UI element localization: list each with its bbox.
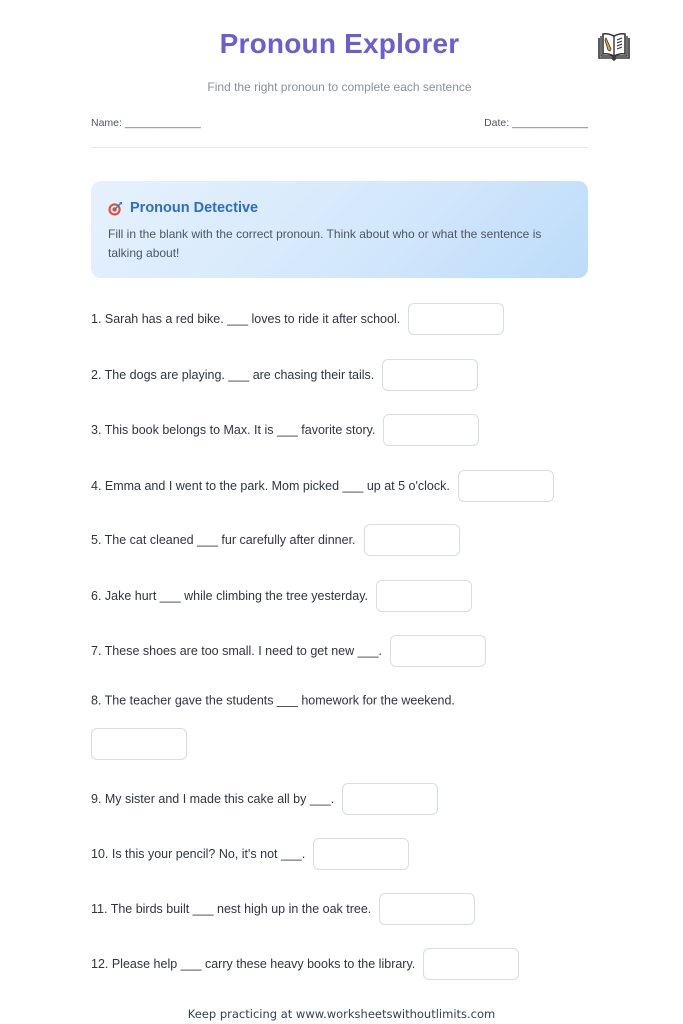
answer-box[interactable] [408, 303, 504, 335]
question-text: 9. My sister and I made this cake all by ___. [91, 792, 335, 806]
student-info-row [91, 117, 588, 133]
question-5 [91, 524, 460, 556]
question-3 [91, 414, 479, 446]
name-field[interactable]: Name: _____________ [91, 117, 201, 129]
question-6 [91, 580, 472, 612]
question-8 [91, 693, 455, 708]
instructions-text: Fill in the blank with the correct pronoun. Think about who or what the sentence is talking about! [108, 227, 542, 260]
answer-box[interactable] [364, 524, 460, 556]
target-dart-icon [108, 201, 123, 216]
question-text: 12. Please help ___ carry these heavy books to the library. [91, 957, 416, 971]
date-field[interactable]: Date: _____________ [484, 117, 588, 129]
question-text: 7. These shoes are too small. I need to get new ___. [91, 644, 382, 658]
question-2 [91, 359, 478, 391]
question-9 [91, 783, 438, 815]
question-text: 8. The teacher gave the students ___ homework for the weekend. [91, 693, 455, 708]
answer-box[interactable] [342, 783, 438, 815]
question-text: 3. This book belongs to Max. It is ___ favorite story. [91, 423, 376, 437]
question-text: 11. The birds built ___ nest high up in the oak tree. [91, 902, 372, 916]
answer-box[interactable] [383, 414, 479, 446]
question-4 [91, 470, 554, 502]
answer-box[interactable] [376, 580, 472, 612]
question-1 [91, 303, 504, 335]
question-text: 4. Emma and I went to the park. Mom picked ___ up at 5 o'clock. [91, 479, 450, 493]
instructions-title: Pronoun Detective [130, 200, 259, 216]
answer-box-8[interactable] [91, 728, 187, 760]
question-text: 2. The dogs are playing. ___ are chasing their tails. [91, 368, 375, 382]
header-divider [91, 147, 588, 148]
page-subtitle: Find the right pronoun to complete each sentence [207, 80, 472, 94]
question-11 [91, 893, 475, 925]
answer-box[interactable] [390, 635, 486, 667]
answer-box[interactable] [382, 359, 478, 391]
question-text: 1. Sarah has a red bike. ___ loves to ride it after school. [91, 312, 401, 326]
answer-box[interactable] [313, 838, 409, 870]
question-text: 5. The cat cleaned ___ fur carefully after dinner. [91, 533, 356, 547]
question-10 [91, 838, 409, 870]
instructions-box [91, 181, 588, 278]
answer-box[interactable] [379, 893, 475, 925]
instructions-header [108, 200, 258, 216]
footer-link[interactable]: Keep practicing at www.worksheetswithoutlimits.com [187, 1007, 496, 1021]
question-text: 6. Jake hurt ___ while climbing the tree yesterday. [91, 589, 368, 603]
question-text: 10. Is this your pencil? No, it's not ___. [91, 847, 306, 861]
question-7 [91, 635, 486, 667]
answer-box[interactable] [458, 470, 554, 502]
open-book-with-pencil-icon [597, 32, 631, 62]
page-title: Pronoun Explorer [219, 28, 460, 59]
question-12 [91, 948, 519, 980]
answer-box[interactable] [423, 948, 519, 980]
